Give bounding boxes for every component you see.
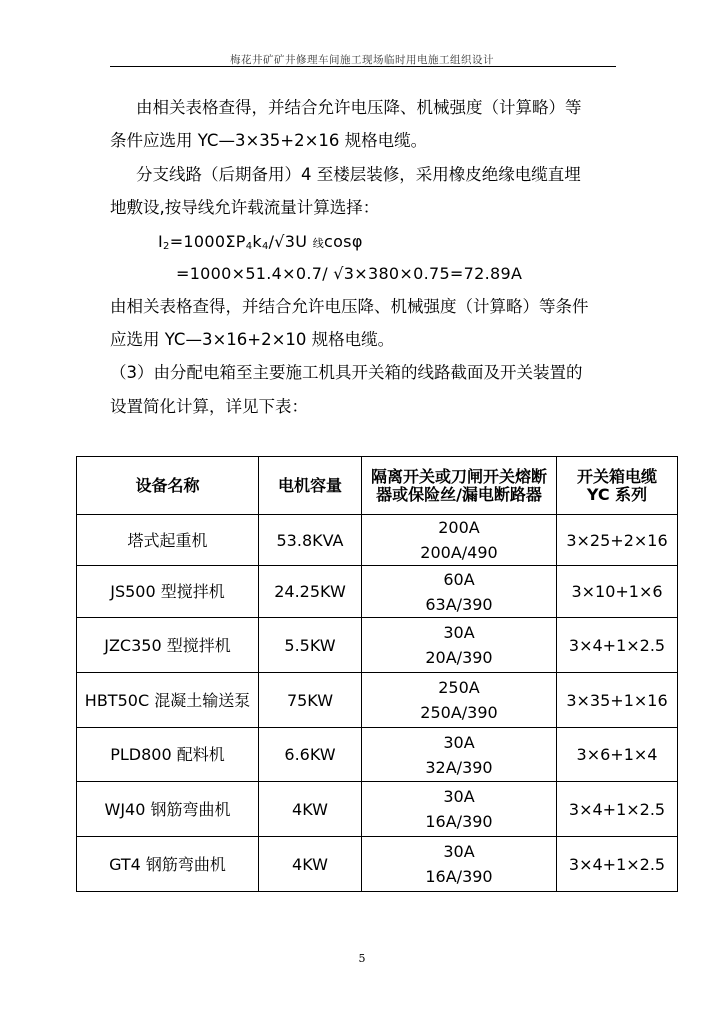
table-row bbox=[77, 837, 678, 892]
header-rule bbox=[110, 66, 616, 67]
cell-switch-protection bbox=[362, 673, 557, 728]
cell-switch-protection bbox=[362, 515, 557, 566]
table-row bbox=[77, 566, 678, 618]
switch-rating: 30A bbox=[443, 787, 475, 806]
switch-rating: 30A bbox=[443, 732, 475, 752]
formula-1-sub: 4 bbox=[245, 241, 253, 252]
cell-motor-capacity: 53.8KVA bbox=[259, 515, 362, 566]
cell-cable-spec: 3×4+1×2.5 bbox=[557, 618, 678, 673]
cell-equipment-name: PLD800 配料机 bbox=[77, 728, 259, 782]
switch-rating: 60A bbox=[443, 569, 475, 589]
cell-equipment-name: WJ40 钢筋弯曲机 bbox=[77, 782, 259, 837]
table-row bbox=[77, 673, 678, 728]
breaker-rating: 16A/390 bbox=[425, 867, 493, 886]
cell-cable-spec: 3×35+1×16 bbox=[557, 673, 678, 728]
header-cable: 开关箱电缆YC 系列 bbox=[557, 457, 678, 515]
formula-1-sub: 2 bbox=[163, 241, 170, 252]
formula-1-part: cosφ bbox=[324, 232, 363, 251]
table-row bbox=[77, 618, 678, 673]
header-equipment-name: 设备名称 bbox=[77, 457, 259, 515]
breaker-rating: 250A/390 bbox=[420, 703, 498, 722]
cell-motor-capacity: 4KW bbox=[259, 837, 362, 892]
paragraph-3-line-2: 应选用 YC—3×16+2×10 规格电缆。 bbox=[110, 330, 395, 349]
cell-equipment-name: HBT50C 混凝土输送泵 bbox=[77, 673, 259, 728]
formula-1 bbox=[158, 231, 668, 258]
formula-1-sub: 4 bbox=[261, 241, 269, 252]
cell-equipment-name: JZC350 型搅拌机 bbox=[77, 618, 259, 673]
breaker-rating: 200A/490 bbox=[420, 543, 498, 562]
switch-rating: 250A bbox=[438, 678, 480, 697]
breaker-rating: 63A/390 bbox=[425, 594, 493, 614]
cell-cable-spec: 3×4+1×2.5 bbox=[557, 782, 678, 837]
formula-1-part: =1000ΣP bbox=[169, 232, 246, 251]
breaker-rating: 20A/390 bbox=[425, 648, 493, 667]
table-header-row bbox=[77, 457, 678, 515]
paragraph-4-line-1: （3）由分配电箱至主要施工机具开关箱的线路截面及开关装置的 bbox=[110, 363, 583, 382]
page-header: 梅花井矿矿井修理车间施工现场临时用电施工组织设计 bbox=[230, 54, 494, 66]
table-row bbox=[77, 728, 678, 782]
cell-motor-capacity: 6.6KW bbox=[259, 728, 362, 782]
breaker-rating: 32A/390 bbox=[425, 757, 493, 777]
paragraph-1-line-2: 条件应选用 YC—3×35+2×16 规格电缆。 bbox=[110, 131, 428, 150]
equipment-table bbox=[76, 456, 678, 892]
formula-1-subscript-line: 线 bbox=[312, 237, 324, 250]
cell-motor-capacity: 4KW bbox=[259, 782, 362, 837]
switch-rating: 30A bbox=[443, 623, 475, 642]
paragraph-2-line-1: 分支线路（后期备用）4 至楼层装修，采用橡皮绝缘电缆直埋 bbox=[136, 165, 581, 184]
switch-rating: 200A bbox=[438, 518, 480, 537]
cell-switch-protection bbox=[362, 782, 557, 837]
paragraph-4-line-2: 设置简化计算，详见下表： bbox=[110, 397, 308, 416]
table-row bbox=[77, 782, 678, 837]
cell-cable-spec: 3×4+1×2.5 bbox=[557, 837, 678, 892]
paragraph-1-line-1: 由相关表格查得，并结合允许电压降、机械强度（计算略）等 bbox=[136, 98, 582, 117]
page-number: 5 bbox=[358, 952, 366, 965]
cell-equipment-name: 塔式起重机 bbox=[77, 515, 259, 566]
formula-1-part: k bbox=[252, 232, 262, 251]
cell-switch-protection bbox=[362, 618, 557, 673]
table-row bbox=[77, 515, 678, 566]
switch-rating: 30A bbox=[443, 842, 475, 861]
formula-1-part: I bbox=[158, 232, 164, 251]
cell-cable-spec: 3×6+1×4 bbox=[557, 728, 678, 782]
paragraph-3-line-1: 由相关表格查得，并结合允许电压降、机械强度（计算略）等条件 bbox=[110, 297, 589, 316]
cell-motor-capacity: 75KW bbox=[259, 673, 362, 728]
formula-1-part: /√3U bbox=[268, 232, 308, 251]
paragraph-2-line-2: 地敷设,按导线允许载流量计算选择： bbox=[110, 198, 380, 217]
header-motor-capacity: 电机容量 bbox=[259, 457, 362, 515]
cell-switch-protection bbox=[362, 566, 557, 618]
cell-switch-protection bbox=[362, 837, 557, 892]
breaker-rating: 16A/390 bbox=[425, 812, 493, 831]
cell-motor-capacity: 5.5KW bbox=[259, 618, 362, 673]
cell-equipment-name: GT4 钢筋弯曲机 bbox=[77, 837, 259, 892]
cell-motor-capacity: 24.25KW bbox=[259, 566, 362, 618]
formula-2: =1000×51.4×0.7/ √3×380×0.75=72.89A bbox=[176, 264, 523, 283]
header-switch-protection: 隔离开关或刀闸开关熔断器或保险丝/漏电断路器 bbox=[362, 457, 557, 515]
cell-equipment-name: JS500 型搅拌机 bbox=[77, 566, 259, 618]
cell-cable-spec: 3×25+2×16 bbox=[557, 515, 678, 566]
cell-switch-protection bbox=[362, 728, 557, 782]
cell-cable-spec: 3×10+1×6 bbox=[557, 566, 678, 618]
